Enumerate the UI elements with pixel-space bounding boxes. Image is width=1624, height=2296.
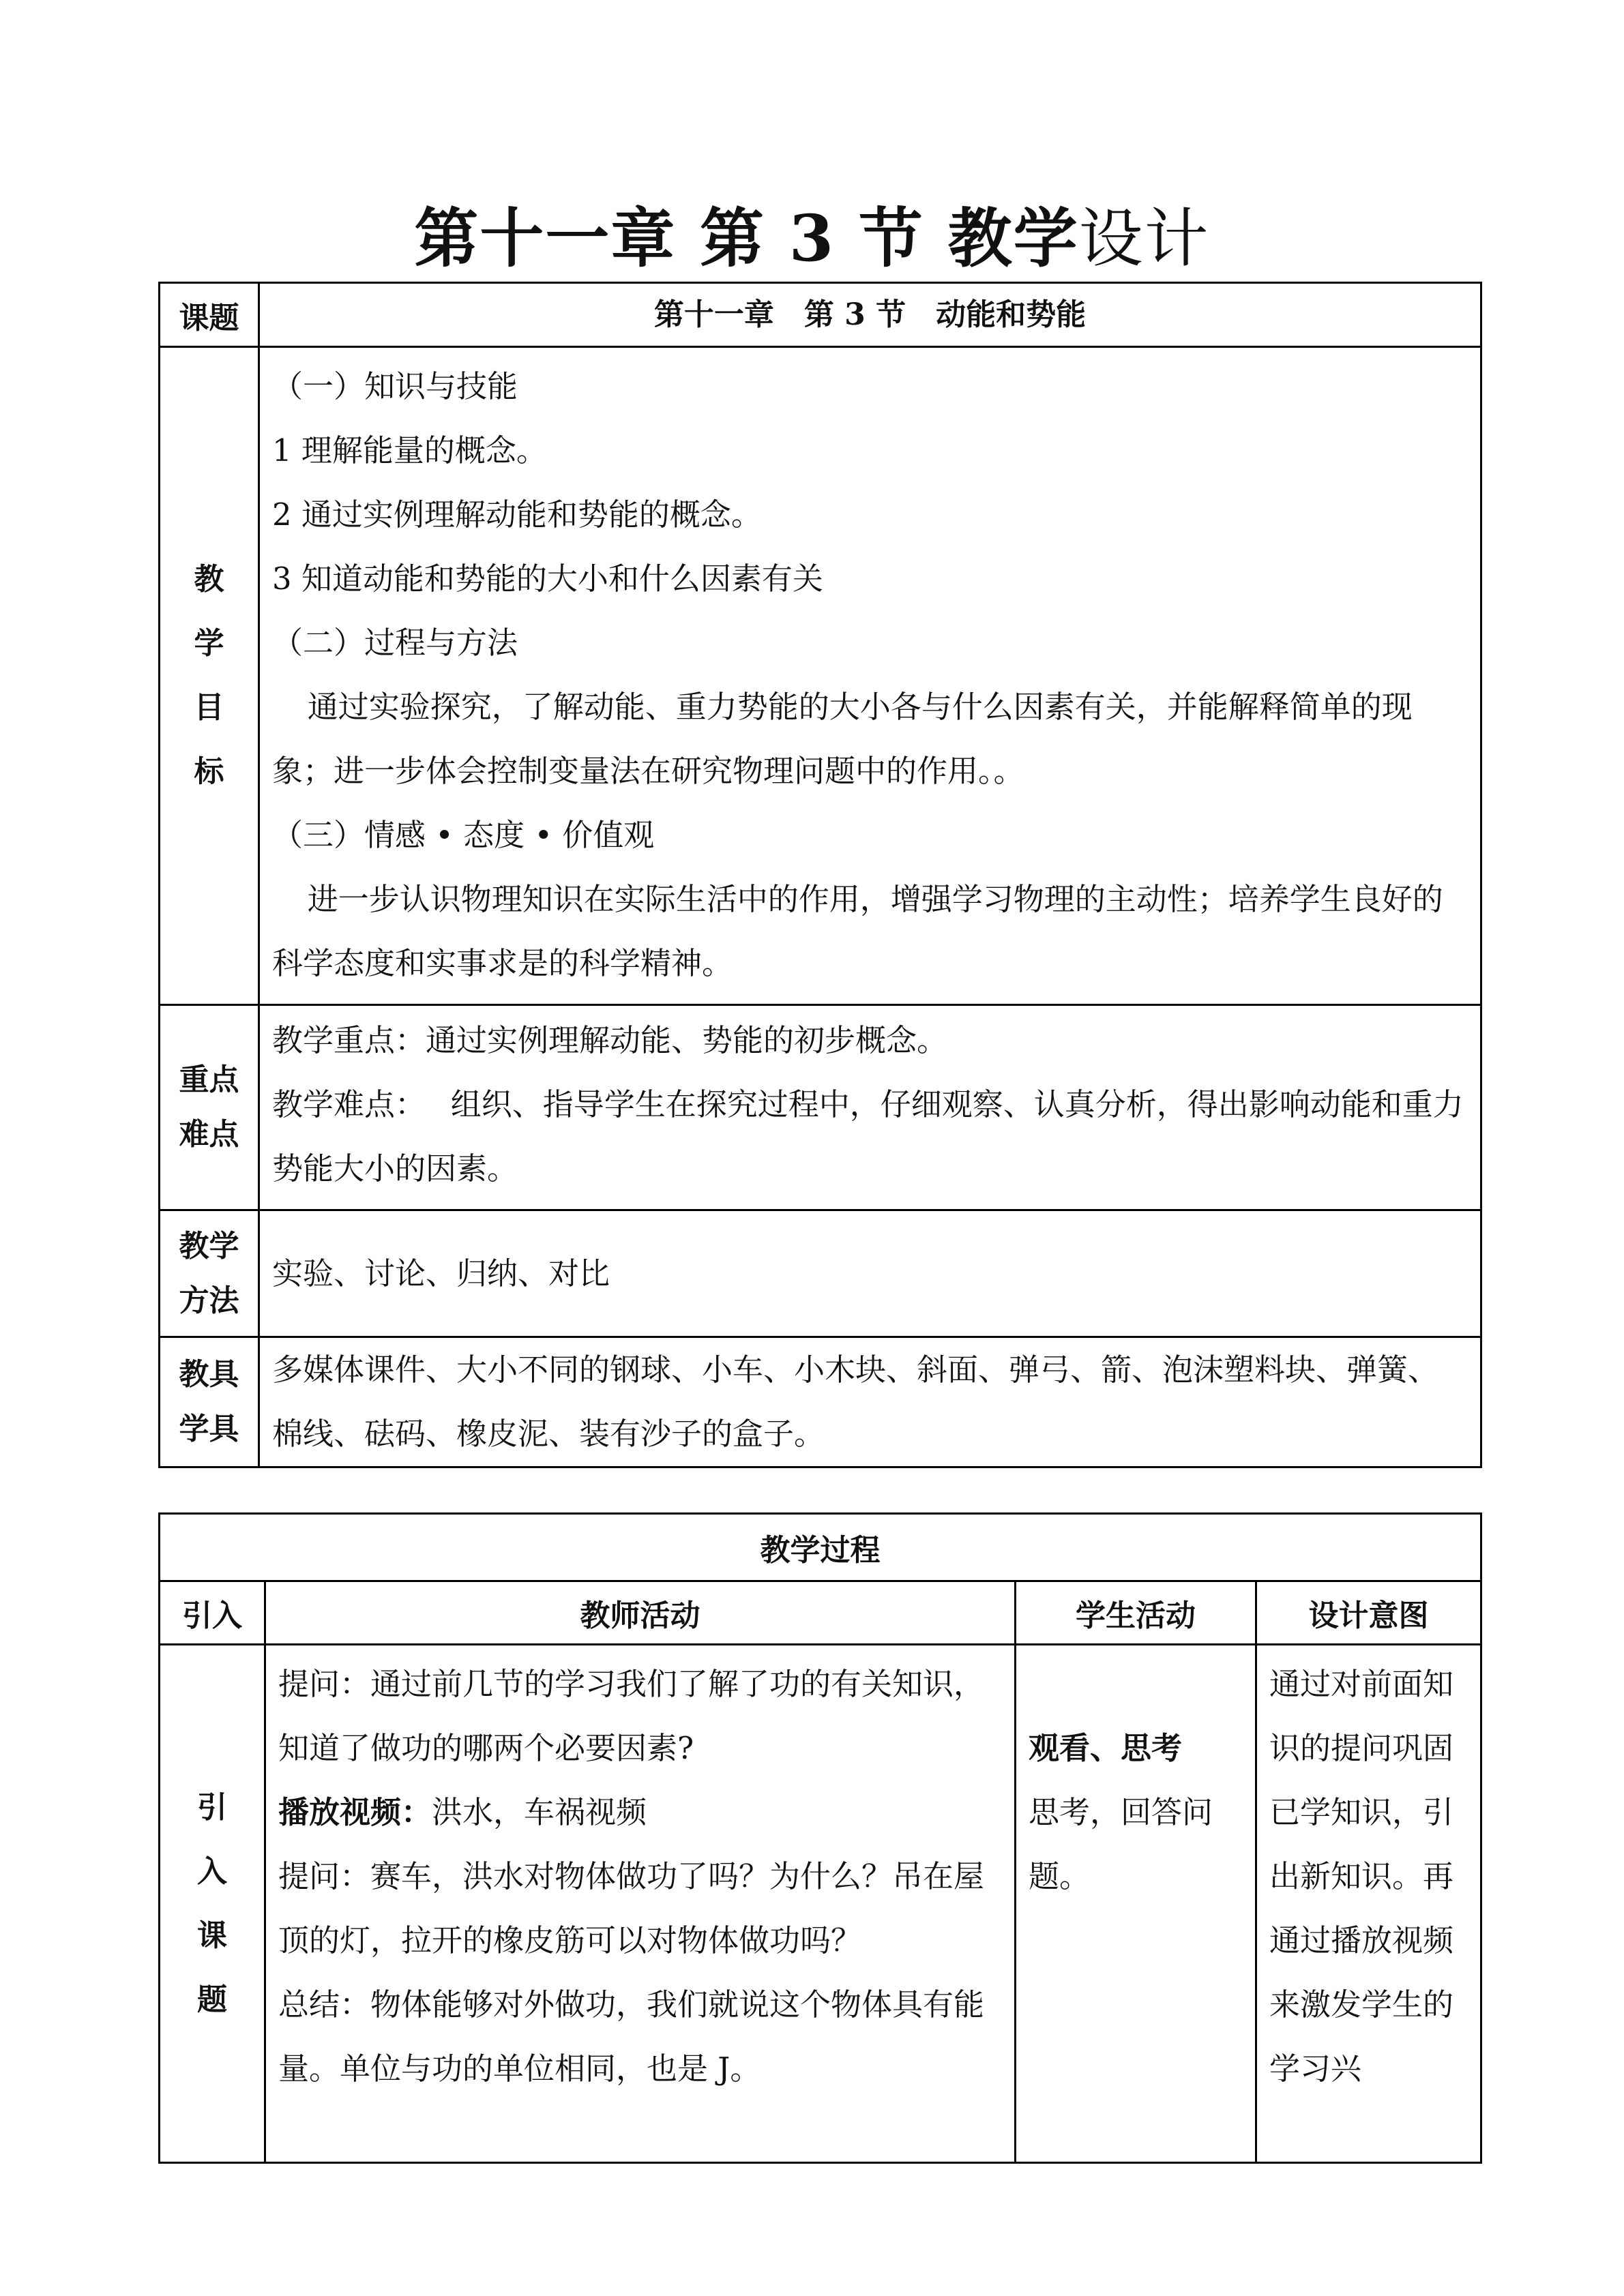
- intent-text: 通过对前面知识的提问巩固已学知识，引出新知识。再通过播放视频来激发学生的学习兴: [1269, 1666, 1454, 2087]
- method-paragraph: 通过实验探究，了解动能、重力势能的大小各与什么因素有关，并能解释简单的现象；进一步体会控制变量法在研究物理问题中的作用。。: [272, 689, 1413, 789]
- difficulty-text: 教学难点： 组织、指导学生在探究过程中，仔细观察、认真分析，得出影响动能和重力势能大小的因素。: [272, 1086, 1464, 1187]
- topic-value: 第十一章 第 3 节 动能和势能: [653, 297, 1087, 332]
- objective-line: 2 通过实例理解动能和势能的概念。: [272, 496, 762, 533]
- col-header: 引入: [160, 1581, 265, 1645]
- process-header: 教学过程: [160, 1514, 1481, 1581]
- title-bold: 第十一章 第 3 节 教学: [414, 201, 1079, 276]
- video-text: 洪水，车祸视频: [432, 1794, 647, 1830]
- col-header: 学生活动: [1016, 1581, 1256, 1645]
- tools-label: 教具 学具: [160, 1337, 259, 1467]
- video-line: [278, 1780, 1002, 1845]
- student-bold: 观看、思考: [1029, 1730, 1183, 1766]
- methods-content: [259, 1210, 1481, 1337]
- attitude-title: （三）情感 • 态度 • 价值观: [272, 817, 655, 853]
- col-header: 教师活动: [265, 1581, 1016, 1645]
- design-intent: [1256, 1645, 1481, 2163]
- teacher-question-2: 提问：赛车，洪水对物体做功了吗？为什么？吊在屋顶的灯，拉开的橡皮筋可以对物体做功吗？: [278, 1858, 985, 1958]
- video-label: 播放视频：: [278, 1794, 432, 1830]
- teacher-summary: 总结：物体能够对外做功，我们就说这个物体具有能量。单位与功的单位相同，也是 J。: [278, 1986, 985, 2087]
- objective-line: （一）知识与技能: [272, 368, 518, 404]
- objectives-content: [259, 347, 1481, 1005]
- lesson-info-table: [158, 282, 1482, 1468]
- objective-line: 3 知道动能和势能的大小和什么因素有关: [272, 561, 823, 597]
- tools-content: [259, 1337, 1481, 1467]
- key-points-content: [259, 1005, 1481, 1210]
- page-title: [0, 194, 1624, 284]
- objectives-label: 教 学 目 标: [160, 347, 259, 1005]
- methods-label: 教学 方法: [160, 1210, 259, 1337]
- attitude-paragraph: 进一步认识物理知识在实际生活中的作用，增强学习物理的主动性；培养学生良好的科学态度和实事求是的科学精神。: [272, 881, 1443, 981]
- topic-label: 课题: [160, 283, 259, 347]
- teacher-question-1: 提问：通过前几节的学习我们了解了功的有关知识，知道了做功的哪两个必要因素?: [278, 1666, 985, 1766]
- student-activity: [1016, 1645, 1256, 2163]
- process-table: [158, 1512, 1482, 2164]
- objective-line: （二）过程与方法: [272, 625, 518, 661]
- teacher-activity: [265, 1645, 1016, 2163]
- intro-label: 引 入 课 题: [160, 1645, 265, 2163]
- student-text: 思考，回答问题。: [1029, 1794, 1213, 1894]
- objective-line: 1 理解能量的概念。: [272, 432, 547, 468]
- key-points-label: 重点 难点: [160, 1005, 259, 1210]
- focus-text: 教学重点：通过实例理解动能、势能的初步概念。: [272, 1022, 948, 1058]
- title-light: 设计: [1078, 202, 1210, 276]
- col-header: 设计意图: [1256, 1581, 1481, 1645]
- methods-value: 实验、讨论、归纳、对比: [272, 1255, 610, 1292]
- tools-value: 多媒体课件、大小不同的钢球、小车、小木块、斜面、弹弓、箭、泡沫塑料块、弹簧、棉线、砝码、橡皮泥、装有沙子的盒子。: [272, 1352, 1439, 1452]
